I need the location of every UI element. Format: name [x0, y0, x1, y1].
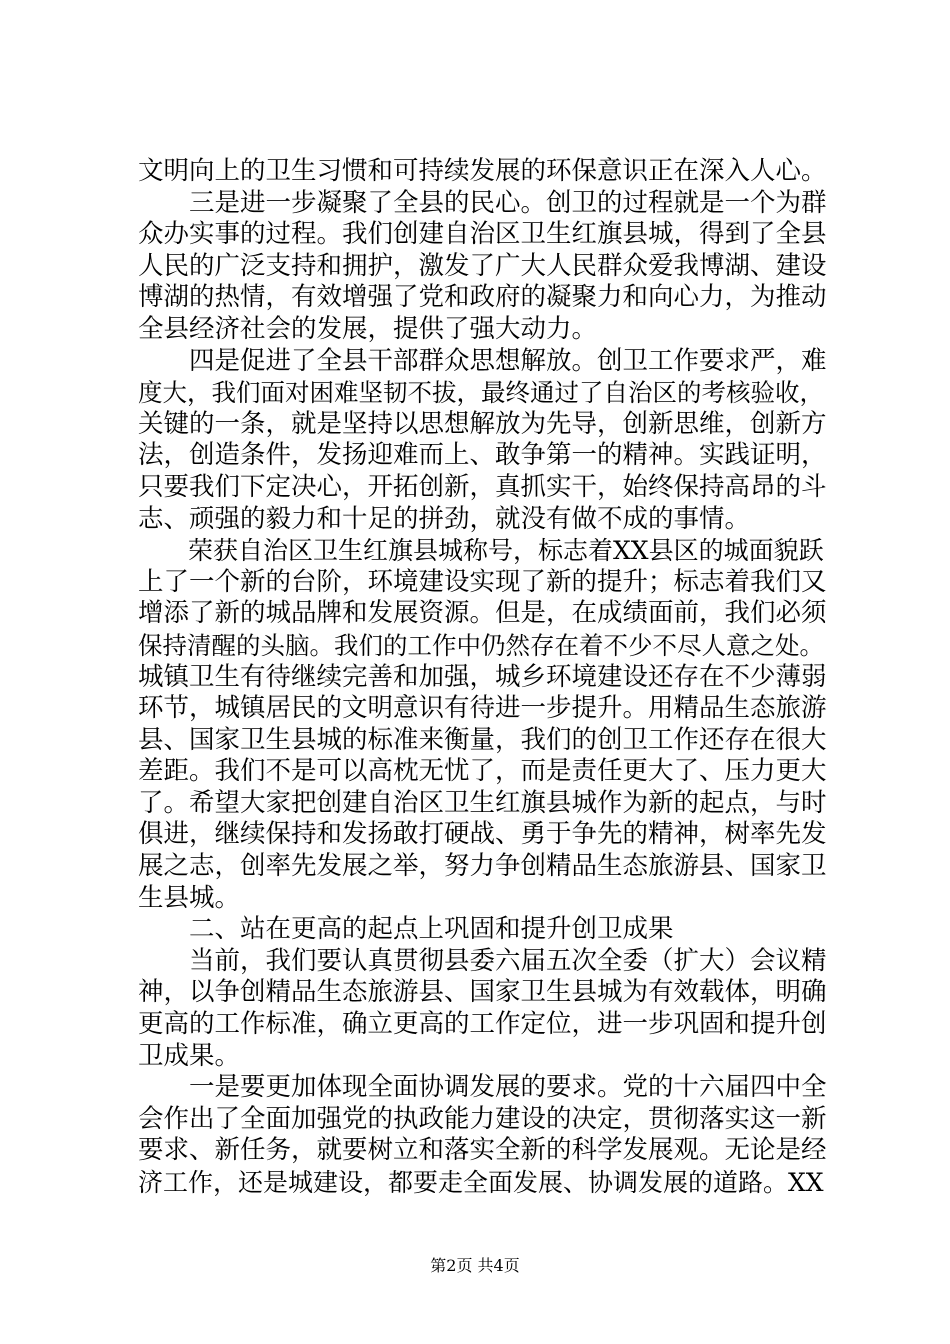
text-line: 二、站在更高的起点上巩固和提升创卫成果: [138, 914, 674, 945]
text-line: 三是进一步凝聚了全县的民心。创卫的过程就是一个为群: [138, 187, 827, 218]
text-line: 了。希望大家把创建自治区卫生红旗县城作为新的起点，与时: [138, 787, 827, 818]
text-line: 环节，城镇居民的文明意识有待进一步提升。用精品生态旅游: [138, 693, 827, 724]
text-line: 要求、新任务，就要树立和落实全新的科学发展观。无论是经: [138, 1135, 827, 1166]
text-line: 保持清醒的头脑。我们的工作中仍然存在着不少不尽人意之处。: [138, 630, 824, 660]
text-line: 人民的广泛支持和拥护，激发了广大人民群众爱我博湖、建设: [138, 250, 827, 281]
text-line: 城镇卫生有待继续完善和加强，城乡环境建设还存在不少薄弱: [138, 661, 827, 692]
text-line: 众办实事的过程。我们创建自治区卫生红旗县城，得到了全县: [138, 219, 827, 250]
text-line: 博湖的热情，有效增强了党和政府的凝聚力和向心力，为推动: [138, 282, 827, 313]
text-line: 上了一个新的台阶，环境建设实现了新的提升；标志着我们又: [138, 566, 827, 597]
text-line: 神，以争创精品生态旅游县、国家卫生县城为有效载体，明确: [138, 977, 827, 1008]
text-line: 俱进，继续保持和发扬敢打硬战、勇于争先的精神，树率先发: [138, 819, 827, 850]
text-line: 济工作，还是城建设，都要走全面发展、协调发展的道路。XX: [138, 1168, 824, 1197]
text-line: 当前，我们要认真贯彻县委六届五次全委（扩大）会议精: [138, 945, 827, 976]
page-footer: [0, 1256, 950, 1276]
text-line: 文明向上的卫生习惯和可持续发展的环保意识正在深入人心。: [138, 156, 827, 186]
text-line: 法，创造条件，发扬迎难而上、敢争第一的精神。实践证明，: [138, 440, 827, 471]
text-line: 卫成果。: [138, 1040, 241, 1071]
text-line: 增添了新的城品牌和发展资源。但是，在成绩面前，我们必须: [138, 598, 827, 629]
text-line: 会作出了全面加强党的执政能力建设的决定，贯彻落实这一新: [138, 1103, 827, 1134]
text-line: 荣获自治区卫生红旗县城称号，标志着XX县区的城面貌跃: [138, 536, 824, 566]
text-line: 四是促进了全县干部群众思想解放。创卫工作要求严，难: [138, 345, 827, 376]
text-line: 生县城。: [138, 882, 241, 913]
text-line: 志、顽强的毅力和十足的拼劲，就没有做不成的事情。: [138, 503, 751, 534]
text-line: 一是要更加体现全面协调发展的要求。党的十六届四中全: [138, 1072, 827, 1103]
text-line: 更高的工作标准，确立更高的工作定位，进一步巩固和提升创: [138, 1009, 827, 1040]
text-line: 差距。我们不是可以高枕无忧了，而是责任更大了、压力更大: [138, 756, 827, 787]
text-line: 县、国家卫生县城的标准来衡量，我们的创卫工作还存在很大: [138, 724, 827, 755]
text-line: 展之志，创率先发展之举，努力争创精品生态旅游县、国家卫: [138, 851, 827, 882]
text-line: 度大，我们面对困难坚韧不拔，最终通过了自治区的考核验收，: [138, 378, 824, 408]
text-line: 全县经济社会的发展，提供了强大动力。: [138, 313, 598, 344]
page-number: 第2页 共4页: [430, 1256, 520, 1275]
text-line: 只要我们下定决心，开拓创新，真抓实干，始终保持高昂的斗: [138, 471, 827, 502]
text-line: 关键的一条，就是坚持以思想解放为先导，创新思维，创新方: [138, 408, 827, 439]
document-body: [138, 156, 828, 1199]
